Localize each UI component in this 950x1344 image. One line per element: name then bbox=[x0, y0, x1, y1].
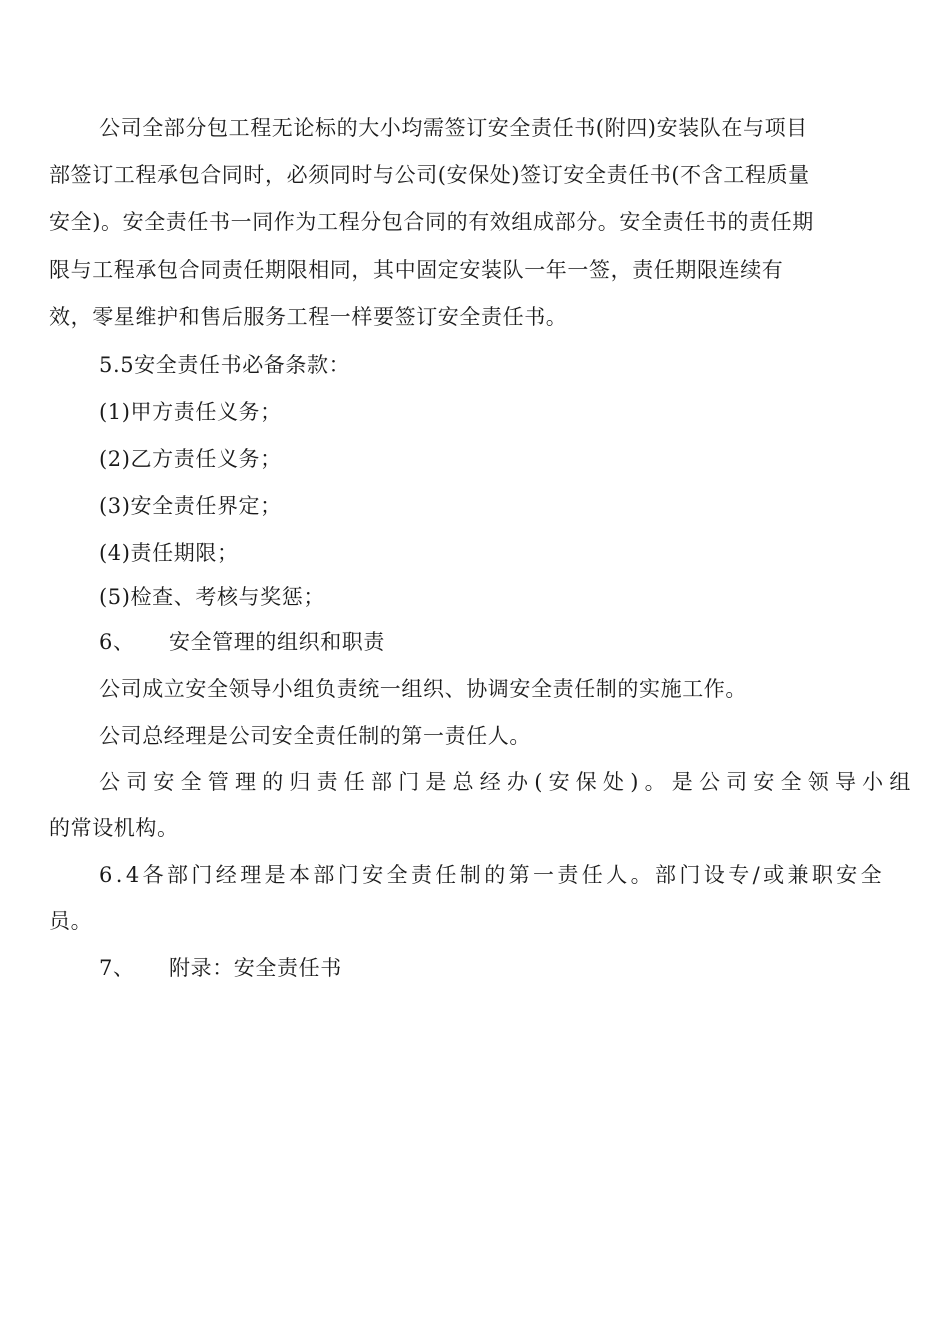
section-6-number: 6、 bbox=[99, 630, 135, 654]
paragraph-6c-line2: 的常设机构。 bbox=[49, 816, 179, 840]
paragraph-6-4-line1: 6.4各部门经理是本部门安全责任制的第一责任人。部门设专/或兼职安全 bbox=[99, 863, 886, 887]
para1-line3: 安全)。安全责任书一同作为工程分包合同的有效组成部分。安全责任书的责任期 bbox=[49, 210, 814, 234]
list-item: (4)责任期限； bbox=[99, 541, 239, 565]
para1-line5: 效，零星维护和售后服务工程一样要签订安全责任书。 bbox=[49, 305, 568, 329]
clause-5-5-heading: 5.5安全责任书必备条款： bbox=[99, 353, 351, 377]
section-7-title: 附录：安全责任书 bbox=[169, 956, 342, 980]
section-7-heading bbox=[99, 953, 342, 983]
para1-line1: 公司全部分包工程无论标的大小均需签订安全责任书(附四)安装队在与项目 bbox=[99, 116, 808, 140]
section-6-heading bbox=[99, 627, 385, 657]
paragraph-6a: 公司成立安全领导小组负责统一组织、协调安全责任制的实施工作。 bbox=[99, 677, 747, 701]
section-7-number: 7、 bbox=[99, 956, 135, 980]
list-item: (2)乙方责任义务； bbox=[99, 447, 282, 471]
list-item: (3)安全责任界定； bbox=[99, 494, 282, 518]
paragraph-6c-line1: 公司安全管理的归责任部门是总经办(安保处)。是公司安全领导小组 bbox=[99, 770, 917, 794]
para1-line4: 限与工程承包合同责任期限相同，其中固定安装队一年一签，责任期限连续有 bbox=[49, 258, 784, 282]
para1-line2: 部签订工程承包合同时，必须同时与公司(安保处)签订安全责任书(不含工程质量 bbox=[49, 163, 810, 187]
paragraph-6b: 公司总经理是公司安全责任制的第一责任人。 bbox=[99, 724, 531, 748]
paragraph-6-4-line2: 员。 bbox=[49, 909, 93, 933]
list-item: (5)检查、考核与奖惩； bbox=[99, 585, 325, 609]
list-item: (1)甲方责任义务； bbox=[99, 400, 282, 424]
section-6-title: 安全管理的组织和职责 bbox=[169, 630, 385, 654]
